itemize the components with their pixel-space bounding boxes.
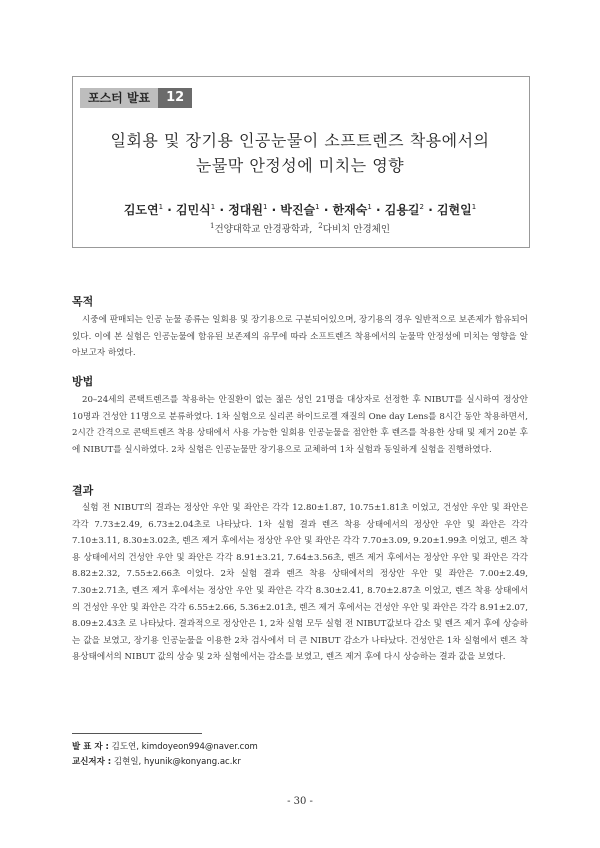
affiliation: 다비치 안경체인 [322, 224, 391, 235]
section-body-results: 실험 전 NIBUT의 결과는 정상안 우안 및 좌안은 각각 12.80±1.87, 10.75±1.81초 이었고, 건성안 우안 및 좌안은 각각 7.73±2.49, 6.73±2.04초로 나타났다. 1차 실험 결과 렌즈 착용 상태에서의 정상안 우안 및 좌안은 각각 7.10±3.11, 8.30±3.02초, 렌즈 제거 후에서는 정상안 우안 및 좌안은 각각 7.70±3.09, 9.20±1.99초 이었고, 렌즈 착용 상태에서의 건성안 우안 및 좌안은 각각 8.91±3.21, 7.64±3.56초, 렌즈 제거 후에서는 정상안 우안 및 좌안은 각각 8.82±2.32, 7.55±2.66초 이었다. 2차 실험 결과 렌즈 착용 상태에서의 정상안 우안 및 좌안은 7.00±2.49, 7.30±2.71초, 렌즈 제거 후에서는 정상안 우안 및 좌안은 각각 8.30±2.41, 8.70±2.87초 이었고, 렌즈 착용 상태에서의 건성안 우안 및 좌안은 각각 6.55±2.66, 5.36±2.01초, 렌즈 제거 후에서는 건성안 우안 및 좌안은 각각 8.91±2.07, 8.09±2.43초 로 나타났다. 결과적으로 정상안은 1, 2차 실험 모두 실험 전 NIBUT값보다 감소 및 렌즈 제거 후에 상승하는 값을 보였고, 장기용 인공눈물을 이용한 2차 검사에서 더 큰 NIBUT 감소가 나타났다. 건성안은 1차 실험에서 렌즈 착용상태에서의 NIBUT 값의 상승 및 2차 실험에서는 감소를 보였고, 렌즈 제거 후에 다시 상승하는 결과 값을 보였다. [72, 503, 528, 663]
section-body-method: 20–24세의 콘택트렌즈를 착용하는 안질환이 없는 젊은 성인 21명을 대상자로 선정한 후 NIBUT를 실시하여 정상안 10명과 건성안 11명으로 분류하였다. 1차 실험으로 실리콘 하이드로겔 재질의 One day Lens를 8시간 동안 착용하면서, 2시간 간격으로 콘택트렌즈 착용 상태에서 사용 가능한 일회용 인공눈물을 점안한 후 렌즈를 착용한 상태 및 제거 20분 후에 NIBUT를 실시하였다. 2차 실험은 인공눈물만 장기용으로 교체하여 1차 실험과 동일하게 실험을 진행하였다. [72, 395, 528, 455]
title-line-2: 눈물막 안정성에 미치는 영향 [195, 156, 405, 175]
affiliations: $^1$건양대학교 안경광학과, $^2$다비치 안경체인 [209, 221, 391, 235]
author-separator: · [271, 203, 277, 217]
presenter-line [72, 740, 258, 752]
author-list [72, 201, 528, 218]
corresponding-label: 교신저자 : [72, 757, 112, 767]
author: 김용길$^2$ [384, 203, 424, 217]
poster-tag [80, 88, 192, 108]
author-separator: · [323, 203, 329, 217]
section-heading-purpose: 목적 [72, 295, 94, 308]
section-heading-results: 결과 [72, 484, 94, 497]
footnote-divider [72, 733, 202, 734]
poster-tag-number: 12 [158, 88, 192, 108]
author-separator: · [428, 203, 433, 217]
page-number: - 30 - [287, 796, 313, 807]
presenter-value: 김도연, kimdoyeon994@naver.com [111, 742, 258, 752]
author: 한재숙$^1$ [332, 203, 372, 217]
author: 김도연$^1$ [123, 203, 164, 217]
title-line-1: 일회용 및 장기용 인공눈물이 소프트렌즈 착용에서의 [110, 131, 490, 150]
author-separator: · [167, 203, 172, 217]
author-separator: · [376, 203, 381, 217]
corresponding-value: 김현일, hyunik@konyang.ac.kr [113, 757, 241, 767]
author: 박진슬$^1$ [280, 203, 320, 217]
author: 김현일$^1$ [436, 203, 477, 217]
section-body-purpose: 시중에 판매되는 인공 눈물 종류는 일회용 및 장기용으로 구분되어있으며, 장기용의 경우 일반적으로 보존제가 함유되어있다. 이에 본 실험은 인공눈물에 함유된 보존제의 유무에 따라 소프트렌즈 착용에서의 눈물막 안정성에 미치는 영향을 알아보고자 하였다. [72, 315, 528, 359]
author: 정대원$^1$ [228, 203, 268, 217]
author-separator: · [219, 203, 224, 217]
poster-tag-label: 포스터 발표 [80, 88, 158, 108]
affiliation: 건양대학교 안경광학과, [214, 224, 313, 235]
section-heading-method: 방법 [72, 375, 94, 388]
presenter-label: 발 표 자 : [72, 742, 109, 752]
author: 김민식$^1$ [176, 203, 216, 217]
corresponding-line [72, 755, 241, 767]
